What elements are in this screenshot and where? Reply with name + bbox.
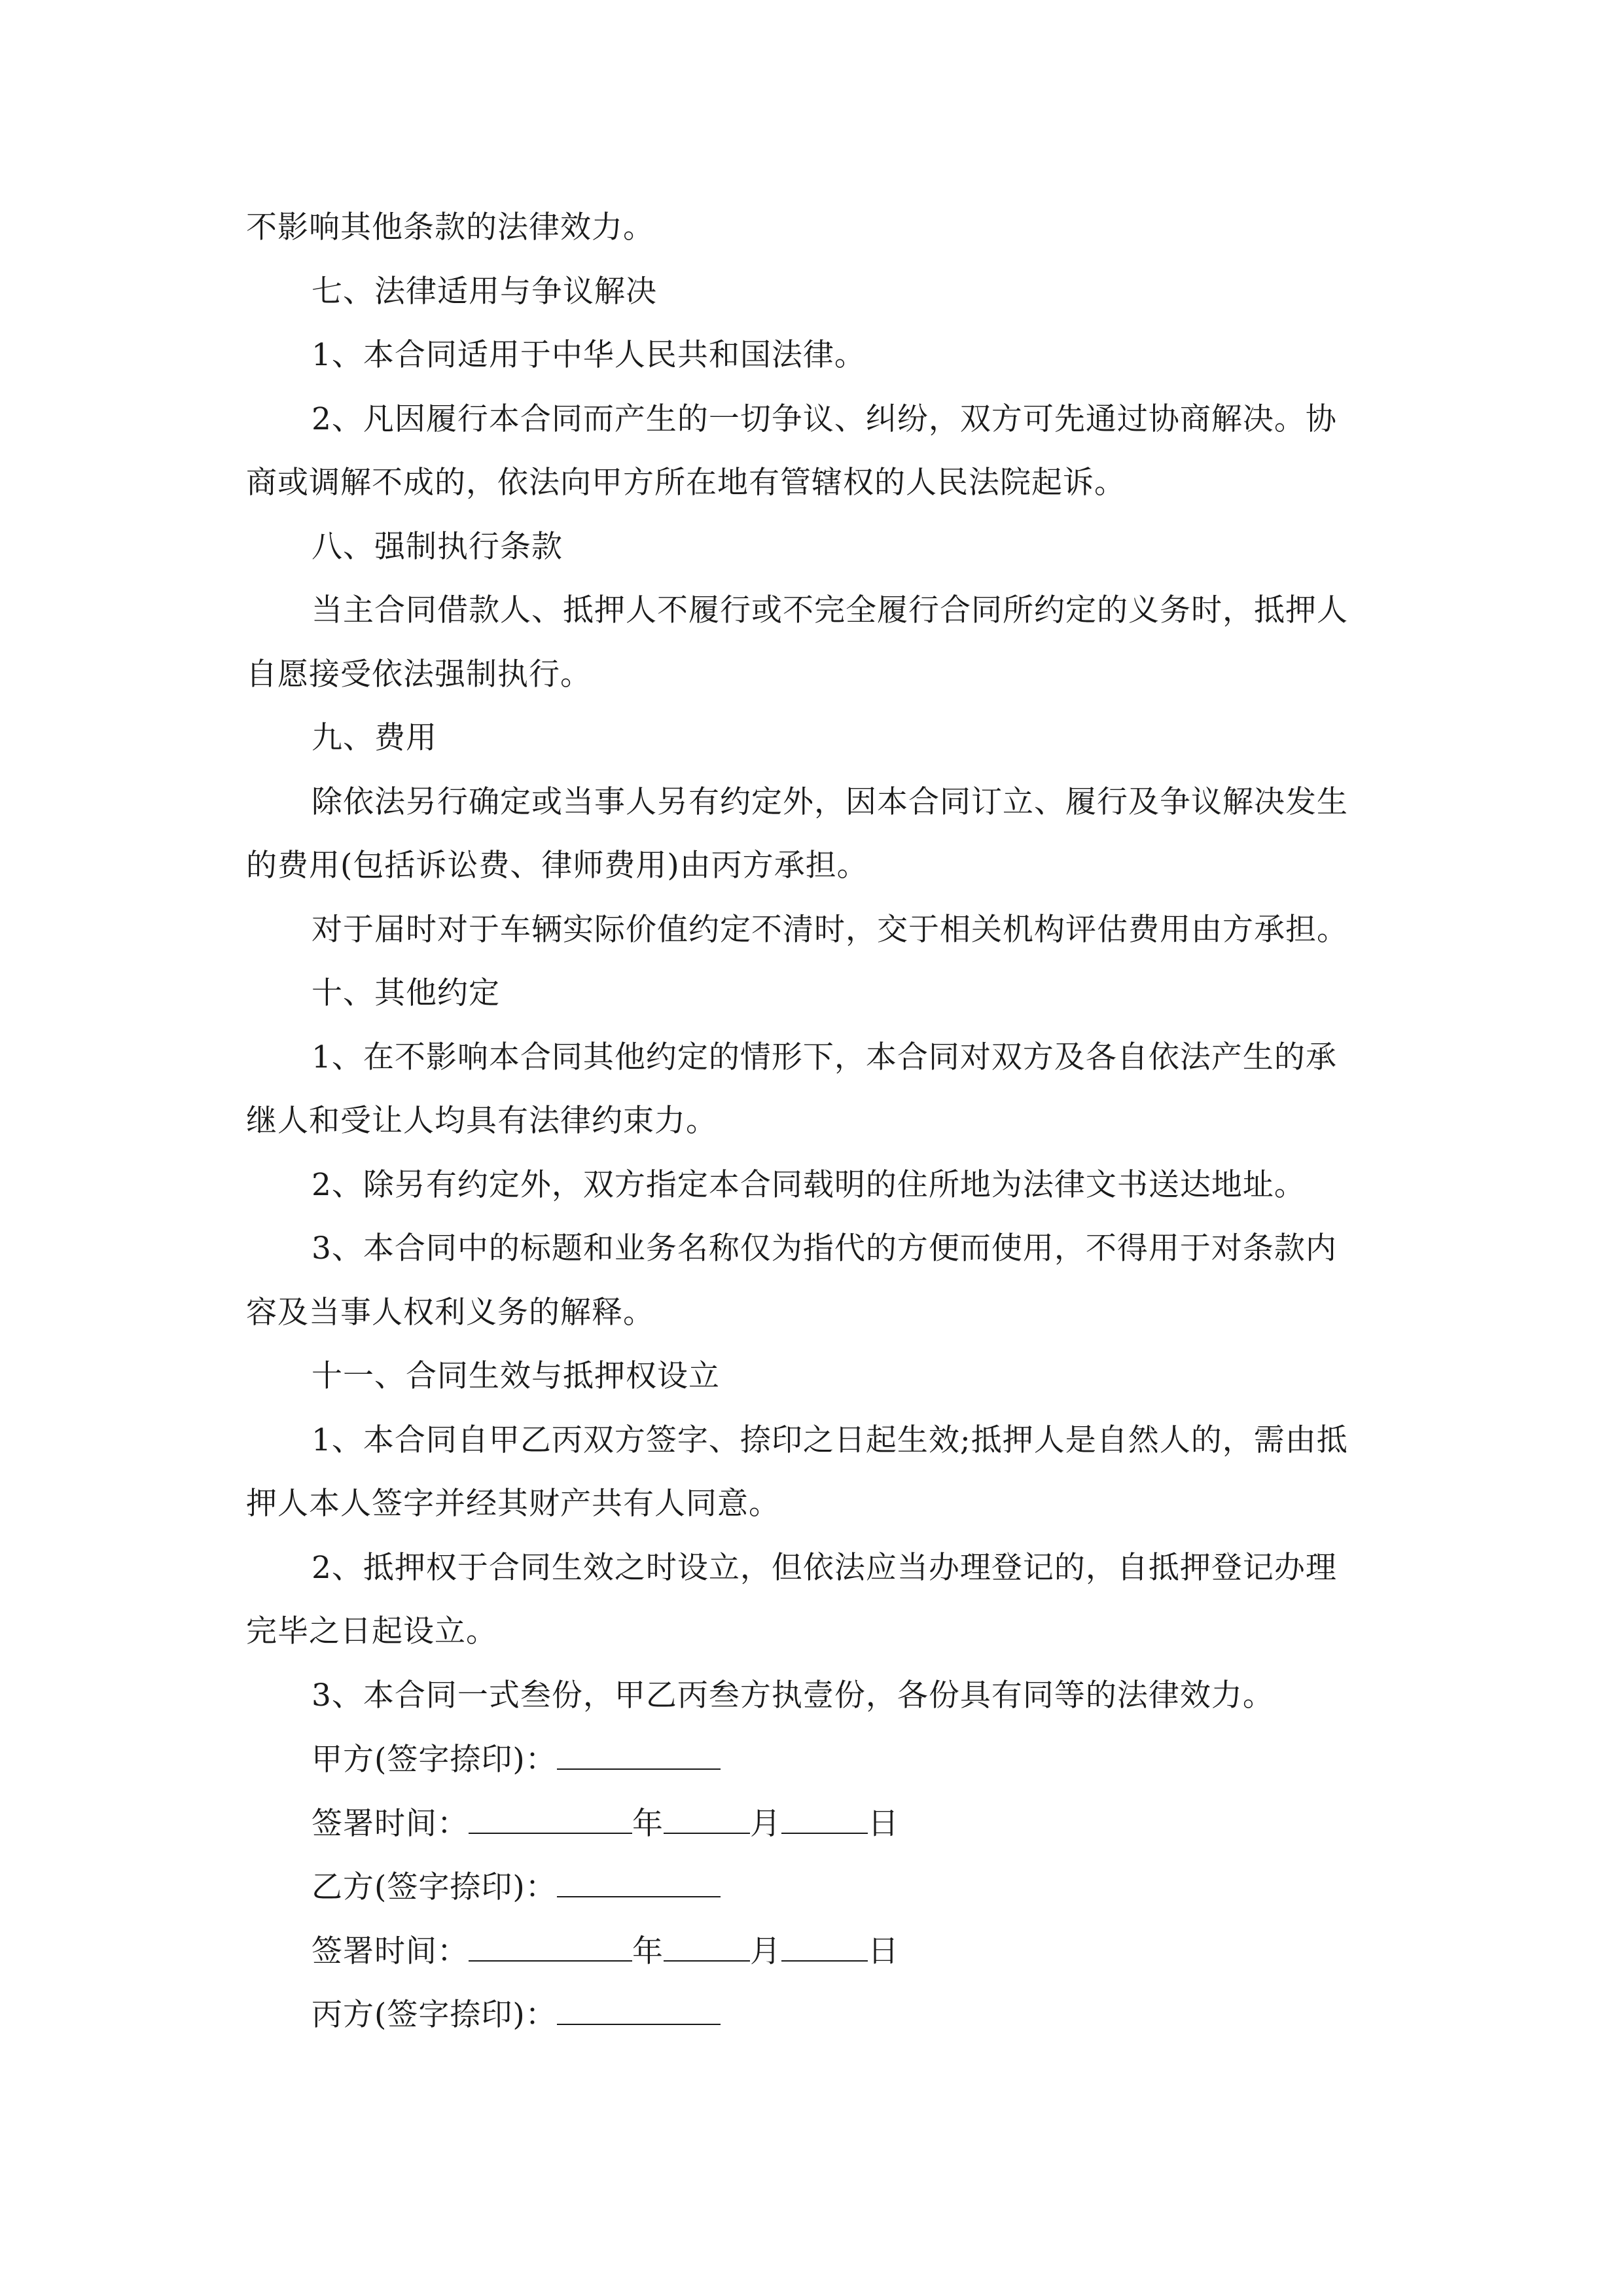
clause-text: 1、本合同自甲乙丙双方签字、捺印之日起生效;抵押人是自然人的，需由抵 <box>312 1422 1348 1458</box>
section-heading-9: 九、费用 <box>312 720 437 756</box>
party-a-label: 甲方(签字捺印)： <box>312 1742 557 1778</box>
year-label: 年 <box>632 1806 664 1842</box>
section-heading-11: 十一、合同生效与抵押权设立 <box>312 1358 720 1394</box>
month-label: 月 <box>750 1933 781 1969</box>
party-c-signature-line <box>312 1995 1463 2034</box>
clause-text: 1、本合同适用于中华人民共和国法律。 <box>312 337 866 373</box>
sign-date-label: 签署时间： <box>312 1806 469 1842</box>
clause-text: 1、在不影响本合同其他约定的情形下，本合同对双方及各自依法产生的承 <box>312 1039 1337 1075</box>
date-month-blank[interactable] <box>664 1931 750 1962</box>
date-year-blank[interactable] <box>469 1931 632 1962</box>
clause-text: 的费用(包括诉讼费、律师费用)由丙方承担。 <box>246 848 868 884</box>
party-b-label: 乙方(签字捺印)： <box>312 1869 557 1905</box>
clause-text: 当主合同借款人、抵押人不履行或不完全履行合同所约定的义务时，抵押人 <box>312 592 1348 628</box>
clause-text: 3、本合同一式叁份，甲乙丙叁方执壹份，各份具有同等的法律效力。 <box>312 1677 1274 1713</box>
party-a-signature-blank[interactable] <box>557 1740 721 1770</box>
party-c-signature-blank[interactable] <box>557 1995 721 2025</box>
section-heading-7: 七、法律适用与争议解决 <box>312 274 657 310</box>
clause-text: 除依法另行确定或当事人另有约定外，因本合同订立、履行及争议解决发生 <box>312 784 1348 820</box>
date-day-blank[interactable] <box>781 1804 868 1834</box>
day-label: 日 <box>868 1806 899 1842</box>
clause-text: 继人和受让人均具有法律约束力。 <box>246 1103 717 1139</box>
clause-text: 对于届时对于车辆实际价值约定不清时，交于相关机构评估费用由方承担。 <box>312 912 1348 948</box>
clause-text: 2、除另有约定外，双方指定本合同载明的住所地为法律文书送达地址。 <box>312 1167 1306 1203</box>
clause-text: 自愿接受依法强制执行。 <box>246 656 592 692</box>
clause-text: 容及当事人权利义务的解释。 <box>246 1295 654 1331</box>
date-year-blank[interactable] <box>469 1804 632 1834</box>
section-heading-8: 八、强制执行条款 <box>312 529 563 565</box>
year-label: 年 <box>632 1933 664 1969</box>
party-a-signature-line <box>312 1740 1463 1779</box>
party-b-signature-line <box>312 1867 1463 1907</box>
section-heading-10: 十、其他约定 <box>312 975 500 1011</box>
clause-text: 2、凡因履行本合同而产生的一切争议、纠纷，双方可先通过协商解决。协 <box>312 401 1337 437</box>
month-label: 月 <box>750 1806 781 1842</box>
clause-text: 完毕之日起设立。 <box>246 1613 497 1649</box>
party-b-signature-blank[interactable] <box>557 1867 721 1897</box>
clause-text: 不影响其他条款的法律效力。 <box>246 209 654 245</box>
party-c-label: 丙方(签字捺印)： <box>312 1997 557 2033</box>
sign-date-line-2 <box>312 1931 1463 1971</box>
day-label: 日 <box>868 1933 899 1969</box>
sign-date-line-1 <box>312 1804 1463 1843</box>
clause-text: 3、本合同中的标题和业务名称仅为指代的方便而使用，不得用于对条款内 <box>312 1230 1337 1266</box>
date-day-blank[interactable] <box>781 1931 868 1962</box>
clause-text: 押人本人签字并经其财产共有人同意。 <box>246 1486 780 1522</box>
date-month-blank[interactable] <box>664 1804 750 1834</box>
sign-date-label: 签署时间： <box>312 1933 469 1969</box>
clause-text: 商或调解不成的，依法向甲方所在地有管辖权的人民法院起诉。 <box>246 465 1126 501</box>
clause-text: 2、抵押权于合同生效之时设立，但依法应当办理登记的，自抵押登记办理 <box>312 1550 1337 1586</box>
